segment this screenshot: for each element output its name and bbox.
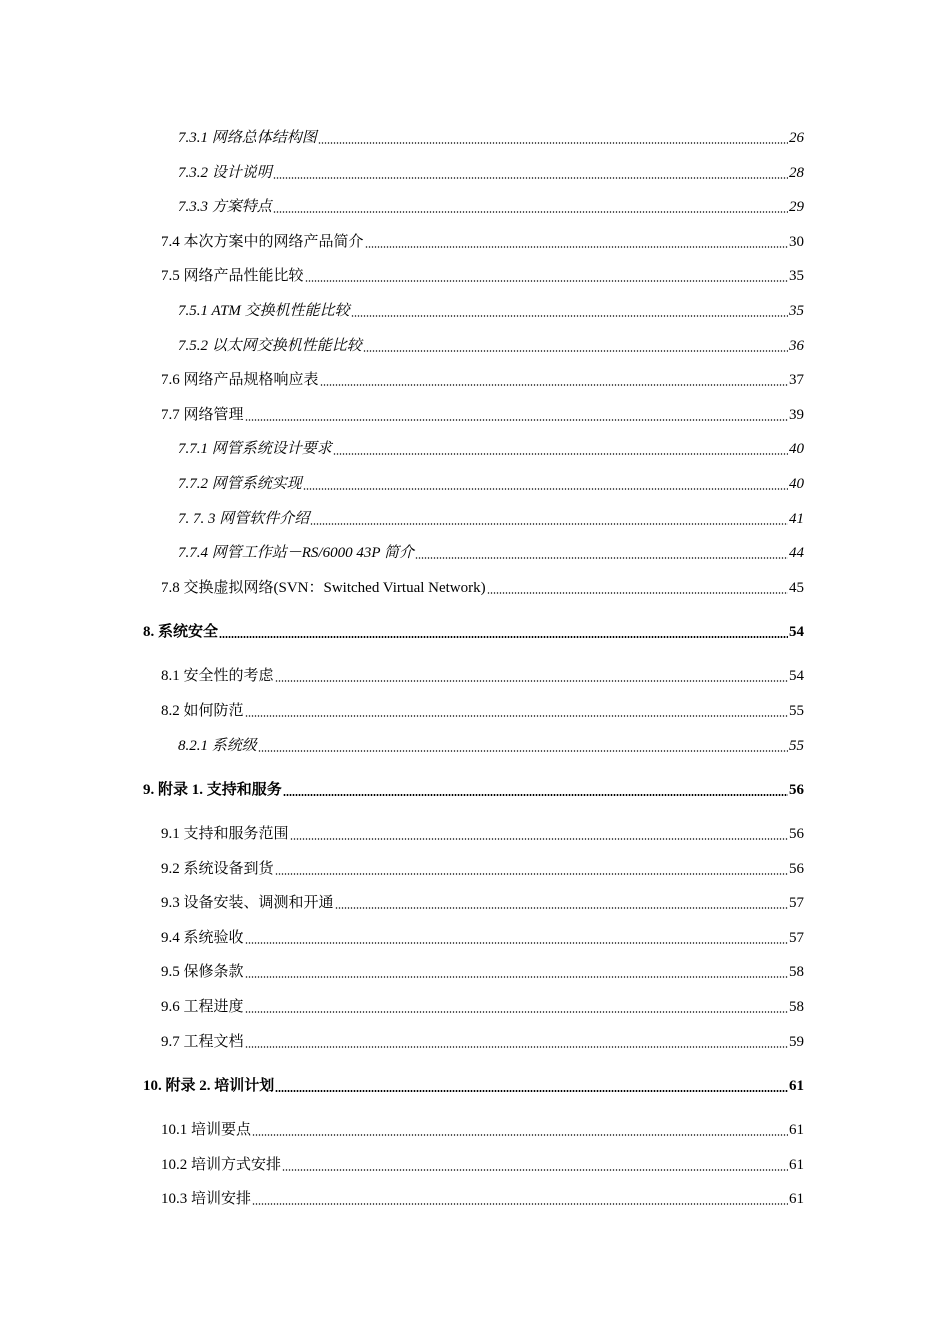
toc-entry-label: 7.3.3 方案特点 (178, 199, 272, 215)
toc-entry-page: 41 (789, 511, 804, 527)
toc-entry-page: 56 (789, 861, 804, 877)
toc-entry-label: 8.2.1 系统级 (178, 738, 257, 754)
toc-entry[interactable] (161, 699, 804, 721)
toc-entry[interactable] (161, 230, 804, 252)
toc-entry-label: 7.7.1 网管系统设计要求 (178, 441, 332, 457)
dot-leader (303, 488, 788, 490)
toc-entry-page: 26 (789, 130, 804, 146)
toc-entry-page: 58 (789, 964, 804, 980)
toc-entry[interactable] (178, 126, 804, 148)
toc-entry[interactable] (161, 926, 804, 948)
dot-leader (318, 142, 788, 144)
toc-entry-page: 56 (789, 826, 804, 842)
toc-entry[interactable] (161, 403, 804, 425)
toc-entry-page: 35 (789, 303, 804, 319)
dot-leader (310, 523, 788, 525)
dot-leader (275, 680, 788, 682)
toc-entry-page: 30 (789, 234, 804, 250)
toc-entry-label: 9.2 系统设备到货 (161, 861, 274, 877)
toc-entry-label: 7.8 交换虚拟网络(SVN：Switched Virtual Network) (161, 580, 486, 596)
dot-leader (335, 907, 788, 909)
toc-entry-page: 55 (789, 703, 804, 719)
toc-entry-label: 7. 7. 3 网管软件介绍 (178, 511, 310, 527)
toc-entry-label: 7.5.1 ATM 交换机性能比较 (178, 303, 350, 319)
toc-entry-page: 37 (789, 372, 804, 388)
toc-entry-label: 8.2 如何防范 (161, 703, 244, 719)
dot-leader (252, 1134, 788, 1136)
toc-entry-label: 9. 附录 1. 支持和服务 (143, 782, 282, 798)
toc-entry[interactable] (161, 368, 804, 390)
toc-entry[interactable] (178, 437, 804, 459)
toc-entry-page: 54 (789, 624, 804, 640)
toc-entry-page: 29 (789, 199, 804, 215)
toc-entry-label: 7.5.2 以太网交换机性能比较 (178, 338, 362, 354)
toc-entry-page: 28 (789, 165, 804, 181)
toc-entry-label: 7.6 网络产品规格响应表 (161, 372, 319, 388)
dot-leader (245, 942, 788, 944)
dot-leader (320, 384, 788, 386)
toc-entry-page: 55 (789, 738, 804, 754)
toc-entry-page: 59 (789, 1034, 804, 1050)
toc-entry-label: 9.7 工程文档 (161, 1034, 244, 1050)
toc-entry-label: 7.7.2 网管系统实现 (178, 476, 302, 492)
toc-entry-label: 7.7.4 网管工作站－RS/6000 43P 简介 (178, 545, 414, 561)
toc-entry[interactable] (178, 161, 804, 183)
toc-entry[interactable] (161, 1187, 804, 1209)
toc-entry[interactable] (161, 1118, 804, 1140)
toc-entry-label: 7.4 本次方案中的网络产品简介 (161, 234, 364, 250)
dot-leader (245, 976, 788, 978)
toc-entry[interactable] (161, 264, 804, 286)
toc-entry-page: 56 (789, 782, 804, 798)
toc-entry[interactable] (161, 857, 804, 879)
toc-entry[interactable] (161, 1153, 804, 1175)
toc-entry-label: 9.3 设备安装、调测和开通 (161, 895, 334, 911)
dot-leader (283, 794, 788, 796)
toc-entry-label: 10.2 培训方式安排 (161, 1157, 282, 1173)
dot-leader (245, 419, 788, 421)
toc-entry-page: 61 (789, 1122, 804, 1138)
toc-entry[interactable] (178, 507, 804, 529)
toc-entry-label: 9.6 工程进度 (161, 999, 244, 1015)
toc-entry[interactable] (178, 299, 804, 321)
dot-leader (305, 280, 788, 282)
toc-entry[interactable] (161, 1030, 804, 1052)
toc-entry[interactable] (161, 822, 804, 844)
toc-entry[interactable] (161, 664, 804, 686)
toc-entry-page: 61 (789, 1078, 804, 1094)
toc-entry-label: 10. 附录 2. 培训计划 (143, 1078, 275, 1094)
toc-entry-page: 35 (789, 268, 804, 284)
dot-leader (219, 636, 788, 638)
dot-leader (365, 246, 788, 248)
toc-entry[interactable] (178, 472, 804, 494)
toc-entry[interactable] (143, 1074, 804, 1096)
toc-entry-page: 57 (789, 895, 804, 911)
toc-entry-page: 57 (789, 930, 804, 946)
dot-leader (245, 1046, 788, 1048)
dot-leader (252, 1203, 788, 1205)
dot-leader (275, 1090, 788, 1092)
toc-entry-label: 10.3 培训安排 (161, 1191, 252, 1207)
toc-entry[interactable] (161, 576, 804, 598)
dot-leader (275, 873, 788, 875)
toc-entry[interactable] (161, 960, 804, 982)
toc-entry[interactable] (143, 620, 804, 642)
dot-leader (487, 592, 788, 594)
toc-entry-label: 7.7 网络管理 (161, 407, 244, 423)
toc-entry[interactable] (178, 195, 804, 217)
toc-entry[interactable] (143, 778, 804, 800)
toc-entry-label: 8. 系统安全 (143, 624, 219, 640)
toc-entry[interactable] (161, 891, 804, 913)
toc-entry[interactable] (178, 541, 804, 563)
dot-leader (333, 453, 788, 455)
dot-leader (273, 211, 788, 213)
toc-entry-label: 7.3.2 设计说明 (178, 165, 272, 181)
toc-entry-page: 61 (789, 1157, 804, 1173)
toc-entry-label: 7.5 网络产品性能比较 (161, 268, 304, 284)
toc-entry-label: 8.1 安全性的考虑 (161, 668, 274, 684)
dot-leader (245, 1011, 788, 1013)
toc-entry-page: 40 (789, 441, 804, 457)
dot-leader (245, 715, 788, 717)
toc-entry-page: 44 (789, 545, 804, 561)
dot-leader (290, 838, 788, 840)
toc-entry-page: 61 (789, 1191, 804, 1207)
toc-entry[interactable] (161, 995, 804, 1017)
toc-entry-page: 45 (789, 580, 804, 596)
dot-leader (273, 177, 788, 179)
toc-entry-page: 36 (789, 338, 804, 354)
toc-entry-label: 7.3.1 网络总体结构图 (178, 130, 317, 146)
toc-entry-label: 9.5 保修条款 (161, 964, 244, 980)
dot-leader (282, 1169, 788, 1171)
dot-leader (351, 315, 788, 317)
toc-entry-label: 9.1 支持和服务范围 (161, 826, 289, 842)
dot-leader (363, 350, 788, 352)
toc-entry-page: 40 (789, 476, 804, 492)
dot-leader (258, 750, 788, 752)
toc-entry-page: 58 (789, 999, 804, 1015)
toc-entry-label: 9.4 系统验收 (161, 930, 244, 946)
toc-entry-label: 10.1 培训要点 (161, 1122, 252, 1138)
toc-entry[interactable] (178, 734, 804, 756)
toc-entry-page: 39 (789, 407, 804, 423)
toc-entry-page: 54 (789, 668, 804, 684)
toc-entry[interactable] (178, 334, 804, 356)
dot-leader (415, 557, 788, 559)
